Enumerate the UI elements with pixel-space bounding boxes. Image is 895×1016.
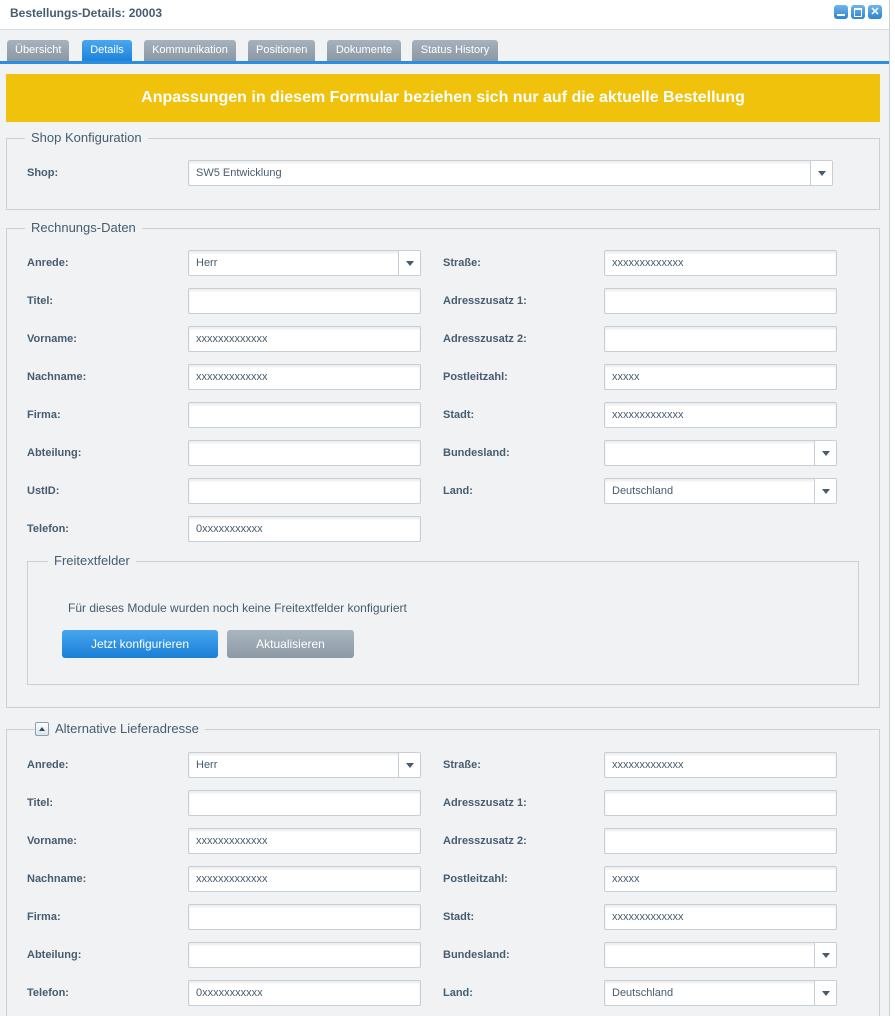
tab-underline xyxy=(0,61,890,64)
billing-street-label: Straße: xyxy=(443,257,481,269)
billing-salutation-label: Anrede: xyxy=(27,257,69,269)
shipping-salutation-value: Herr xyxy=(196,759,218,771)
billing-zip-label: Postleitzahl: xyxy=(443,371,508,383)
billing-phone-input[interactable]: 0xxxxxxxxxxx xyxy=(188,516,421,542)
billing-title-label: Titel: xyxy=(27,295,54,307)
billing-state-select[interactable] xyxy=(604,440,837,466)
billing-lastname-input[interactable]: xxxxxxxxxxxxx xyxy=(188,364,421,390)
billing-address1-input[interactable] xyxy=(604,288,837,314)
billing-vatid-label: UstID: xyxy=(27,485,60,497)
shipping-firstname-label: Vorname: xyxy=(27,835,77,847)
shipping-company-label: Firma: xyxy=(27,911,61,923)
billing-phone-label: Telefon: xyxy=(27,523,69,535)
chevron-down-icon[interactable] xyxy=(814,943,836,967)
window-title: Bestellungs-Details: 20003 xyxy=(10,6,163,20)
tab-status-history[interactable]: Status History xyxy=(412,40,498,61)
refresh-button[interactable]: Aktualisieren xyxy=(227,630,354,658)
scrollbar[interactable] xyxy=(890,0,895,1016)
billing-vatid-input[interactable] xyxy=(188,478,421,504)
shipping-country-value: Deutschland xyxy=(612,987,674,999)
shipping-legend: Alternative Lieferadresse xyxy=(49,721,205,737)
shipping-department-label: Abteilung: xyxy=(27,949,82,961)
shipping-phone-input[interactable]: 0xxxxxxxxxxx xyxy=(188,980,421,1006)
shipping-title-label: Titel: xyxy=(27,797,54,809)
billing-address1-label: Adresszusatz 1: xyxy=(443,295,527,307)
freetext-message: Für dieses Module wurden noch keine Freitextfelder konfiguriert xyxy=(68,601,407,615)
shipping-phone-label: Telefon: xyxy=(27,987,69,999)
shipping-city-label: Stadt: xyxy=(443,911,475,923)
billing-address2-input[interactable] xyxy=(604,326,837,352)
shipping-title-input[interactable] xyxy=(188,790,421,816)
chevron-down-icon[interactable] xyxy=(814,441,836,465)
chevron-down-icon[interactable] xyxy=(810,161,832,185)
shipping-country-label: Land: xyxy=(443,987,473,999)
billing-zip-input[interactable]: xxxxx xyxy=(604,364,837,390)
chevron-down-icon[interactable] xyxy=(398,753,420,777)
shipping-address2-input[interactable] xyxy=(604,828,837,854)
billing-salutation-value: Herr xyxy=(196,257,218,269)
freetext-fieldset xyxy=(27,553,859,685)
billing-country-value: Deutschland xyxy=(612,485,674,497)
shipping-lastname-label: Nachname: xyxy=(27,873,87,885)
shipping-salutation-label: Anrede: xyxy=(27,759,69,771)
billing-salutation-select[interactable] xyxy=(188,250,421,276)
billing-state-label: Bundesland: xyxy=(443,447,510,459)
shop-config-legend: Shop Konfiguration xyxy=(25,130,148,146)
info-banner: Anpassungen in diesem Formular beziehen sich nur auf die aktuelle Bestellung xyxy=(6,74,880,122)
billing-country-label: Land: xyxy=(443,485,473,497)
collapse-icon[interactable] xyxy=(35,722,49,736)
shipping-address1-label: Adresszusatz 1: xyxy=(443,797,527,809)
shipping-address2-label: Adresszusatz 2: xyxy=(443,835,527,847)
shipping-zip-label: Postleitzahl: xyxy=(443,873,508,885)
minimize-icon[interactable] xyxy=(834,5,848,19)
window-titlebar[interactable] xyxy=(0,0,890,30)
tab-dokumente[interactable]: Dokumente xyxy=(327,40,401,61)
chevron-down-icon[interactable] xyxy=(814,981,836,1005)
billing-department-input[interactable] xyxy=(188,440,421,466)
chevron-down-icon[interactable] xyxy=(814,479,836,503)
close-icon[interactable]: ✕ xyxy=(868,5,882,19)
shipping-state-label: Bundesland: xyxy=(443,949,510,961)
billing-firstname-label: Vorname: xyxy=(27,333,77,345)
billing-street-input[interactable]: xxxxxxxxxxxxx xyxy=(604,250,837,276)
tab-uebersicht[interactable]: Übersicht xyxy=(7,40,69,61)
billing-city-label: Stadt: xyxy=(443,409,475,421)
shop-select[interactable] xyxy=(188,160,833,186)
shipping-salutation-select[interactable] xyxy=(188,752,421,778)
billing-city-input[interactable]: xxxxxxxxxxxxx xyxy=(604,402,837,428)
shipping-city-input[interactable]: xxxxxxxxxxxxx xyxy=(604,904,837,930)
shop-label: Shop: xyxy=(27,167,59,179)
billing-lastname-label: Nachname: xyxy=(27,371,87,383)
tab-positionen[interactable]: Positionen xyxy=(248,40,315,61)
billing-department-label: Abteilung: xyxy=(27,447,82,459)
shipping-street-label: Straße: xyxy=(443,759,481,771)
billing-company-input[interactable] xyxy=(188,402,421,428)
billing-legend: Rechnungs-Daten xyxy=(25,220,142,236)
billing-company-label: Firma: xyxy=(27,409,61,421)
shipping-state-select[interactable] xyxy=(604,942,837,968)
shipping-zip-input[interactable]: xxxxx xyxy=(604,866,837,892)
shipping-firstname-input[interactable]: xxxxxxxxxxxxx xyxy=(188,828,421,854)
maximize-icon[interactable] xyxy=(851,5,865,19)
configure-now-button[interactable]: Jetzt konfigurieren xyxy=(62,630,218,658)
shipping-department-input[interactable] xyxy=(188,942,421,968)
freetext-legend: Freitextfelder xyxy=(48,553,136,569)
shipping-lastname-input[interactable]: xxxxxxxxxxxxx xyxy=(188,866,421,892)
shipping-street-input[interactable]: xxxxxxxxxxxxx xyxy=(604,752,837,778)
shipping-company-input[interactable] xyxy=(188,904,421,930)
tab-kommunikation[interactable]: Kommunikation xyxy=(144,40,236,61)
billing-country-select[interactable] xyxy=(604,478,837,504)
billing-address2-label: Adresszusatz 2: xyxy=(443,333,527,345)
chevron-down-icon[interactable] xyxy=(398,251,420,275)
billing-title-input[interactable] xyxy=(188,288,421,314)
shipping-address1-input[interactable] xyxy=(604,790,837,816)
shipping-country-select[interactable] xyxy=(604,980,837,1006)
billing-firstname-input[interactable]: xxxxxxxxxxxxx xyxy=(188,326,421,352)
tab-details[interactable]: Details xyxy=(82,40,132,61)
shop-select-value: SW5 Entwicklung xyxy=(196,167,282,179)
